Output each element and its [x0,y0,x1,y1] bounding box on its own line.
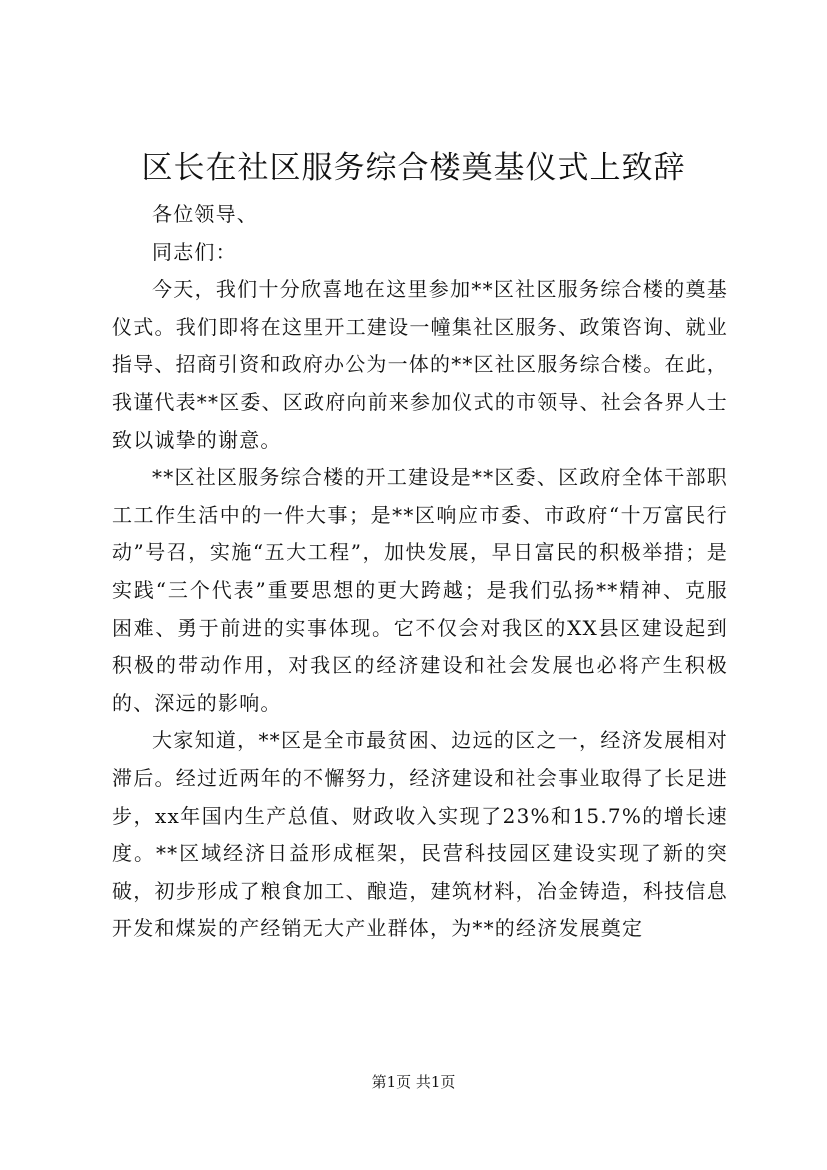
salutation-line-2: 同志们： [152,239,237,264]
paragraph-2: **区社区服务综合楼的开工建设是**区委、区政府全体干部职工工作生活中的一件大事；是**区响应市委、市政府“十万富民行动”号召，实施“五大工程”，加快发展，早日富民的积极举措；是实践“三个代表”重要思想的更大跨越；是我们弘扬**精神、克服困难、勇于前进的实事体现。它不仅会对我区的XX县区建设起到积极的带动作用，对我区的经济建设和社会发展也必将产生积极的、深远的影响。 [112,465,728,715]
document-body [112,196,728,948]
paragraph-3: 大家知道，**区是全市最贫困、边远的区之一，经济发展相对滞后。经过近两年的不懈努力，经济建设和社会事业取得了长足进步，xx年国内生产总值、财政收入实现了23%和15.7%的增长速度。**区域经济日益形成框架，民营科技园区建设实现了新的突破，初步形成了粮食加工、酿造，建筑材料，冶金铸造，科技信息开发和煤炭的产经销无大产业群体，为**的经济发展奠定 [112,728,728,941]
document-title: 区长在社区服务综合楼奠基仪式上致辞 [141,150,686,186]
paragraph-1: 今天，我们十分欣喜地在这里参加**区社区服务综合楼的奠基仪式。我们即将在这里开工建设一幢集社区服务、政策咨询、就业指导、招商引资和政府办公为一体的**区社区服务综合楼。在此，我谨代表**区委、区政府向前来参加仪式的市领导、社会各界人士致以诚挚的谢意。 [112,277,728,452]
page-number-footer: 第1页 共1页 [371,1073,456,1091]
salutation-line-1: 各位领导、 [152,202,258,226]
